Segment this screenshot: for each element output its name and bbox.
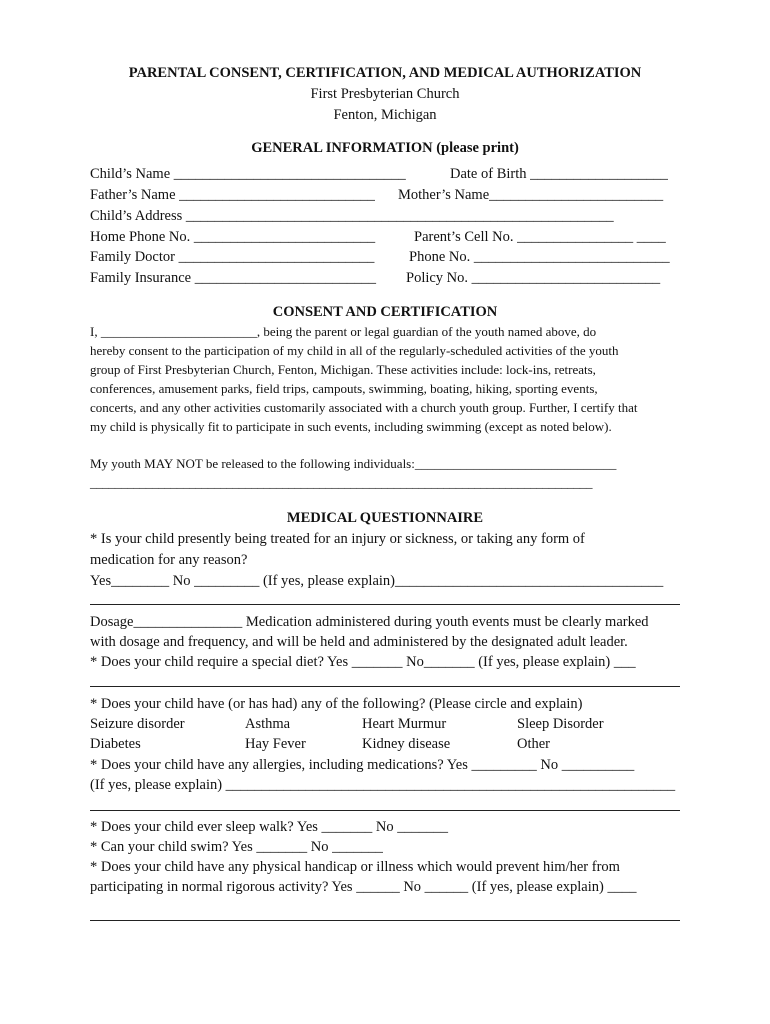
treatment-answer-field[interactable]: Yes________ No _________ (If yes, please explain)_____________________________________ xyxy=(90,573,664,589)
allergies-field[interactable]: * Does your child have any allergies, including medications? Yes _________ No __________ xyxy=(90,757,635,773)
allergies-explain-field[interactable]: (If yes, please explain) ______________________________________________________________ xyxy=(90,777,676,793)
handicap-answer-field[interactable]: participating in normal rigorous activity? Yes ______ No ______ (If yes, please explain) ____ xyxy=(90,879,637,895)
medical-heading: MEDICAL QUESTIONNAIRE xyxy=(286,510,484,526)
father-name-field[interactable]: Father’s Name ___________________________ xyxy=(90,187,375,203)
release-restriction-field[interactable]: My youth MAY NOT be released to the following individuals:_______________________________ xyxy=(90,456,617,471)
child-address-field[interactable]: Child’s Address ___________________________________________________________ xyxy=(90,208,614,224)
condition-heart-murmur[interactable]: Heart Murmur xyxy=(362,716,447,732)
question-conditions: * Does your child have (or has had) any of the following? (Please circle and explain) xyxy=(90,696,583,712)
mother-name-field[interactable]: Mother’s Name________________________ xyxy=(398,187,664,203)
condition-sleep-disorder[interactable]: Sleep Disorder xyxy=(517,716,604,732)
date-of-birth-field[interactable]: Date of Birth ___________________ xyxy=(450,166,668,182)
consent-line-6: my child is physically fit to participate in such events, including swimming (except as noted below). xyxy=(90,419,612,434)
family-doctor-field[interactable]: Family Doctor ___________________________ xyxy=(90,249,375,265)
bottom-divider xyxy=(90,920,680,921)
release-restriction-line[interactable]: _________________________________________________________________________________ xyxy=(90,475,593,490)
treatment-explain-line[interactable] xyxy=(90,604,680,605)
consent-line-1[interactable]: I, ________________________, being the parent or legal guardian of the youth named above, do xyxy=(90,324,597,339)
parent-cell-field[interactable]: Parent’s Cell No. ________________ ____ xyxy=(414,229,666,245)
swim-field[interactable]: * Can your child swim? Yes _______ No _______ xyxy=(90,839,383,855)
sleep-walk-field[interactable]: * Does your child ever sleep walk? Yes _______ No _______ xyxy=(90,819,449,835)
church-location: Fenton, Michigan xyxy=(333,107,437,123)
child-name-field[interactable]: Child’s Name ________________________________ xyxy=(90,166,406,182)
consent-line-4: conferences, amusement parks, field trips, campouts, swimming, boating, hiking, sporting events, xyxy=(90,381,598,396)
condition-seizure[interactable]: Seizure disorder xyxy=(90,716,185,732)
allergies-explain-line[interactable] xyxy=(90,810,680,811)
condition-other[interactable]: Other xyxy=(517,736,551,752)
policy-number-field[interactable]: Policy No. __________________________ xyxy=(406,270,661,286)
dosage-note: with dosage and frequency, and will be held and administered by the designated adult leader. xyxy=(90,634,628,650)
home-phone-field[interactable]: Home Phone No. _________________________ xyxy=(90,229,376,245)
question-handicap: * Does your child have any physical handicap or illness which would prevent him/her from xyxy=(90,859,620,875)
consent-line-3: group of First Presbyterian Church, Fenton, Michigan. These activities include: lock-ins, retreats, xyxy=(90,362,596,377)
form-title: PARENTAL CONSENT, CERTIFICATION, AND MEDICAL AUTHORIZATION xyxy=(128,65,642,81)
question-treatment-cont: medication for any reason? xyxy=(90,552,248,568)
church-name: First Presbyterian Church xyxy=(310,86,460,102)
condition-kidney-disease[interactable]: Kidney disease xyxy=(362,736,451,752)
consent-line-2: hereby consent to the participation of my child in all of the regularly-scheduled activities of the youth xyxy=(90,343,619,358)
family-insurance-field[interactable]: Family Insurance _________________________ xyxy=(90,270,376,286)
special-diet-field[interactable]: * Does your child require a special diet? Yes _______ No_______ (If yes, please explain) ___ xyxy=(90,654,636,670)
condition-hay-fever[interactable]: Hay Fever xyxy=(245,736,306,752)
consent-heading: CONSENT AND CERTIFICATION xyxy=(272,304,498,320)
dosage-field[interactable]: Dosage_______________ Medication administered during youth events must be clearly marked xyxy=(90,614,649,630)
general-info-heading: GENERAL INFORMATION (please print) xyxy=(251,140,519,156)
condition-asthma[interactable]: Asthma xyxy=(245,716,291,732)
question-treatment: * Is your child presently being treated for an injury or sickness, or taking any form of xyxy=(90,531,585,547)
doctor-phone-field[interactable]: Phone No. ___________________________ xyxy=(409,249,670,265)
diet-explain-line[interactable] xyxy=(90,686,680,687)
consent-line-5: concerts, and any other activities customarily associated with a church youth group. Further, I certify that xyxy=(90,400,638,415)
condition-diabetes[interactable]: Diabetes xyxy=(90,736,141,752)
